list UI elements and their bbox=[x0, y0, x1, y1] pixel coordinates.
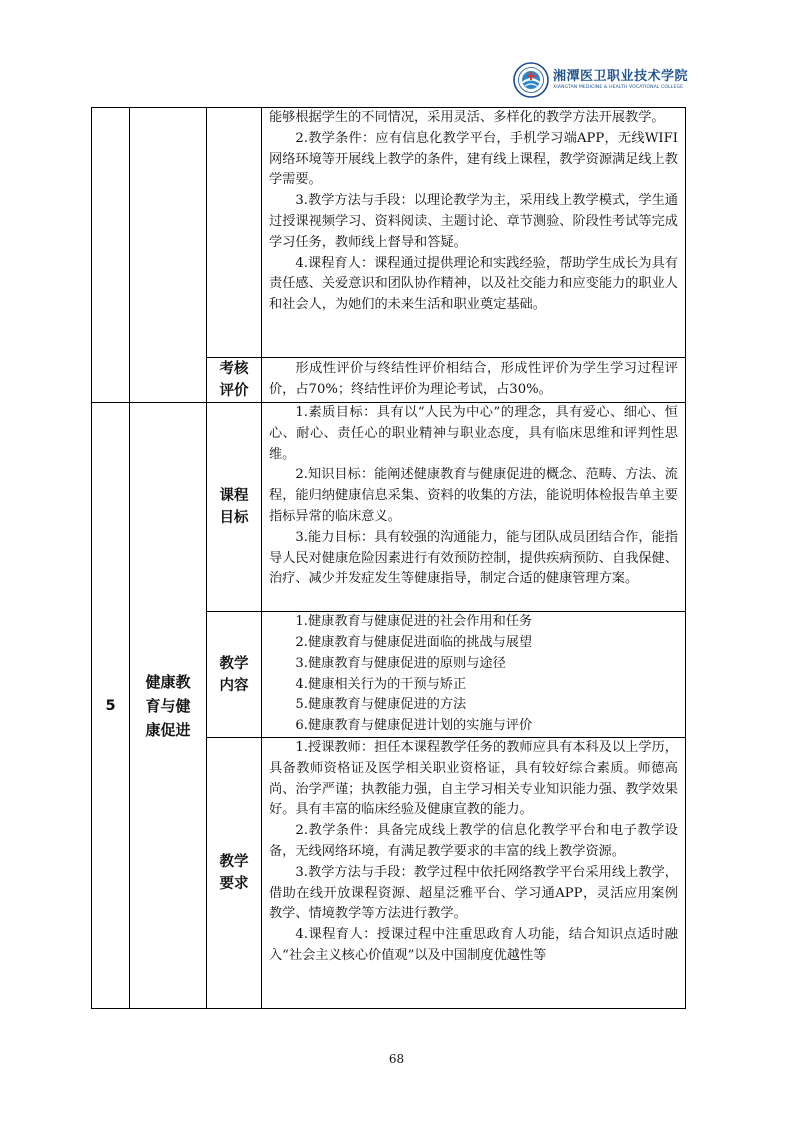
assessment-cell bbox=[262, 358, 686, 403]
table-row bbox=[92, 108, 686, 358]
objective-item: 2.知识目标：能阐述健康教育与健康促进的概念、范畴、方法、流程，能归纳健康信息采集、资料的收集的方法，能说明体检报告单主要指标异常的临床意义。 bbox=[269, 467, 678, 524]
objectives-label: 课程 目标 bbox=[207, 403, 262, 612]
requirement-item: 2.教学条件：具备完成线上教学的信息化教学平台和电子教学设备，无线网络环境，有满足教学要求的丰富的线上教学资源。 bbox=[269, 823, 678, 859]
content-item: 1.健康教育与健康促进的社会作用和任务 bbox=[295, 614, 533, 630]
content-item: 2.健康教育与健康促进面临的挑战与展望 bbox=[295, 634, 533, 650]
requirements-label: 教学 要求 bbox=[207, 738, 262, 1009]
course-name: 健康教 育与健 康促进 bbox=[130, 403, 207, 1009]
requirement-item: 3.教学方法与手段：教学过程中依托网络教学平台采用线上教学，借助在线开放课程资源、超星泛雅平台、学习通APP，灵活应用案例教学、情境教学等方法进行教学。 bbox=[269, 864, 678, 922]
prev-requirement-line: 能够根据学生的不同情况，采用灵活、多样化的教学方法开展教学。 bbox=[269, 110, 665, 125]
school-name-en: XIANGTAN MEDICINE & HEALTH VOCATIONAL COLLEGE bbox=[553, 84, 684, 90]
content-item: 3.健康教育与健康促进的原则与途径 bbox=[295, 655, 506, 671]
school-seal-icon bbox=[513, 62, 549, 98]
requirement-item: 4.课程育人：授课过程中注重思政育人功能，结合知识点适时融入“社会主义核心价值观”以及中国制度优越性等 bbox=[269, 927, 678, 963]
prev-requirement-line: 4.课程育人：课程通过提供理论和实践经验，帮助学生成长为具有责任感、关爱意识和团队协作精神，以及社交能力和应变能力的职业人和社会人，为她们的未来生活和职业奠定基础。 bbox=[269, 255, 678, 313]
school-logo bbox=[513, 62, 699, 98]
requirement-item: 1.授课教师：担任本课程教学任务的教师应具有本科及以上学历，具备教师资格证及医学相关职业资格证，具有较好综合素质。师德高尚、治学严谨；执教能力强，自主学习相关专业知识能力强、教学效果好。具有丰富的临床经验及健康宣教的能力。 bbox=[269, 740, 678, 818]
course-table bbox=[91, 107, 686, 1009]
content-item: 6.健康教育与健康促进计划的实施与评价 bbox=[295, 718, 533, 734]
prev-number-cell bbox=[92, 108, 130, 403]
prev-requirement-line: 2.教学条件：应有信息化教学平台，手机学习端APP，无线WIFI网络环境等开展线上教学的条件，建有线上课程，教学资源满足线上教学需要。 bbox=[269, 130, 678, 188]
prev-requirement-line: 3.教学方法与手段：以理论教学为主，采用线上教学模式，学生通过授课视频学习、资料阅读、主题讨论、章节测验、阶段性考试等完成学习任务，教师线上督导和答疑。 bbox=[269, 193, 678, 250]
objective-item: 3.能力目标：具有较强的沟通能力，能与团队成员团结合作，能指导人民对健康危险因素进行有效预防控制，提供疾病预防、自我保健、治疗、减少并发症发生等健康指导，制定合适的健康管理方案。 bbox=[269, 529, 678, 587]
prev-requirements-label-cell bbox=[207, 108, 262, 358]
assessment-text: 形成性评价与终结性评价相结合，形成性评价为学生学习过程评价，占70%；终结性评价为理论考试，占30%。 bbox=[269, 361, 678, 397]
assessment-label: 考核 评价 bbox=[207, 358, 262, 403]
content-item: 5.健康教育与健康促进的方法 bbox=[295, 697, 467, 713]
page-number: 68 bbox=[388, 1052, 405, 1066]
course-number: 5 bbox=[92, 403, 130, 1009]
requirements-cell bbox=[262, 738, 686, 1009]
content-label: 教学 内容 bbox=[207, 612, 262, 738]
objectives-cell bbox=[262, 403, 686, 612]
prev-name-cell bbox=[130, 108, 207, 403]
content-cell bbox=[262, 612, 686, 738]
table-row bbox=[92, 403, 686, 612]
content-item: 4.健康相关行为的干预与矫正 bbox=[295, 676, 467, 692]
prev-requirements-cell bbox=[262, 108, 686, 358]
objective-item: 1.素质目标：具有以“人民为中心”的理念，具有爱心、细心、恒心、耐心、责任心的职业精神与职业态度，具有临床思维和评判性思维。 bbox=[269, 405, 678, 462]
school-name-cn: 湘潭医卫职业技术学院 bbox=[553, 68, 689, 84]
